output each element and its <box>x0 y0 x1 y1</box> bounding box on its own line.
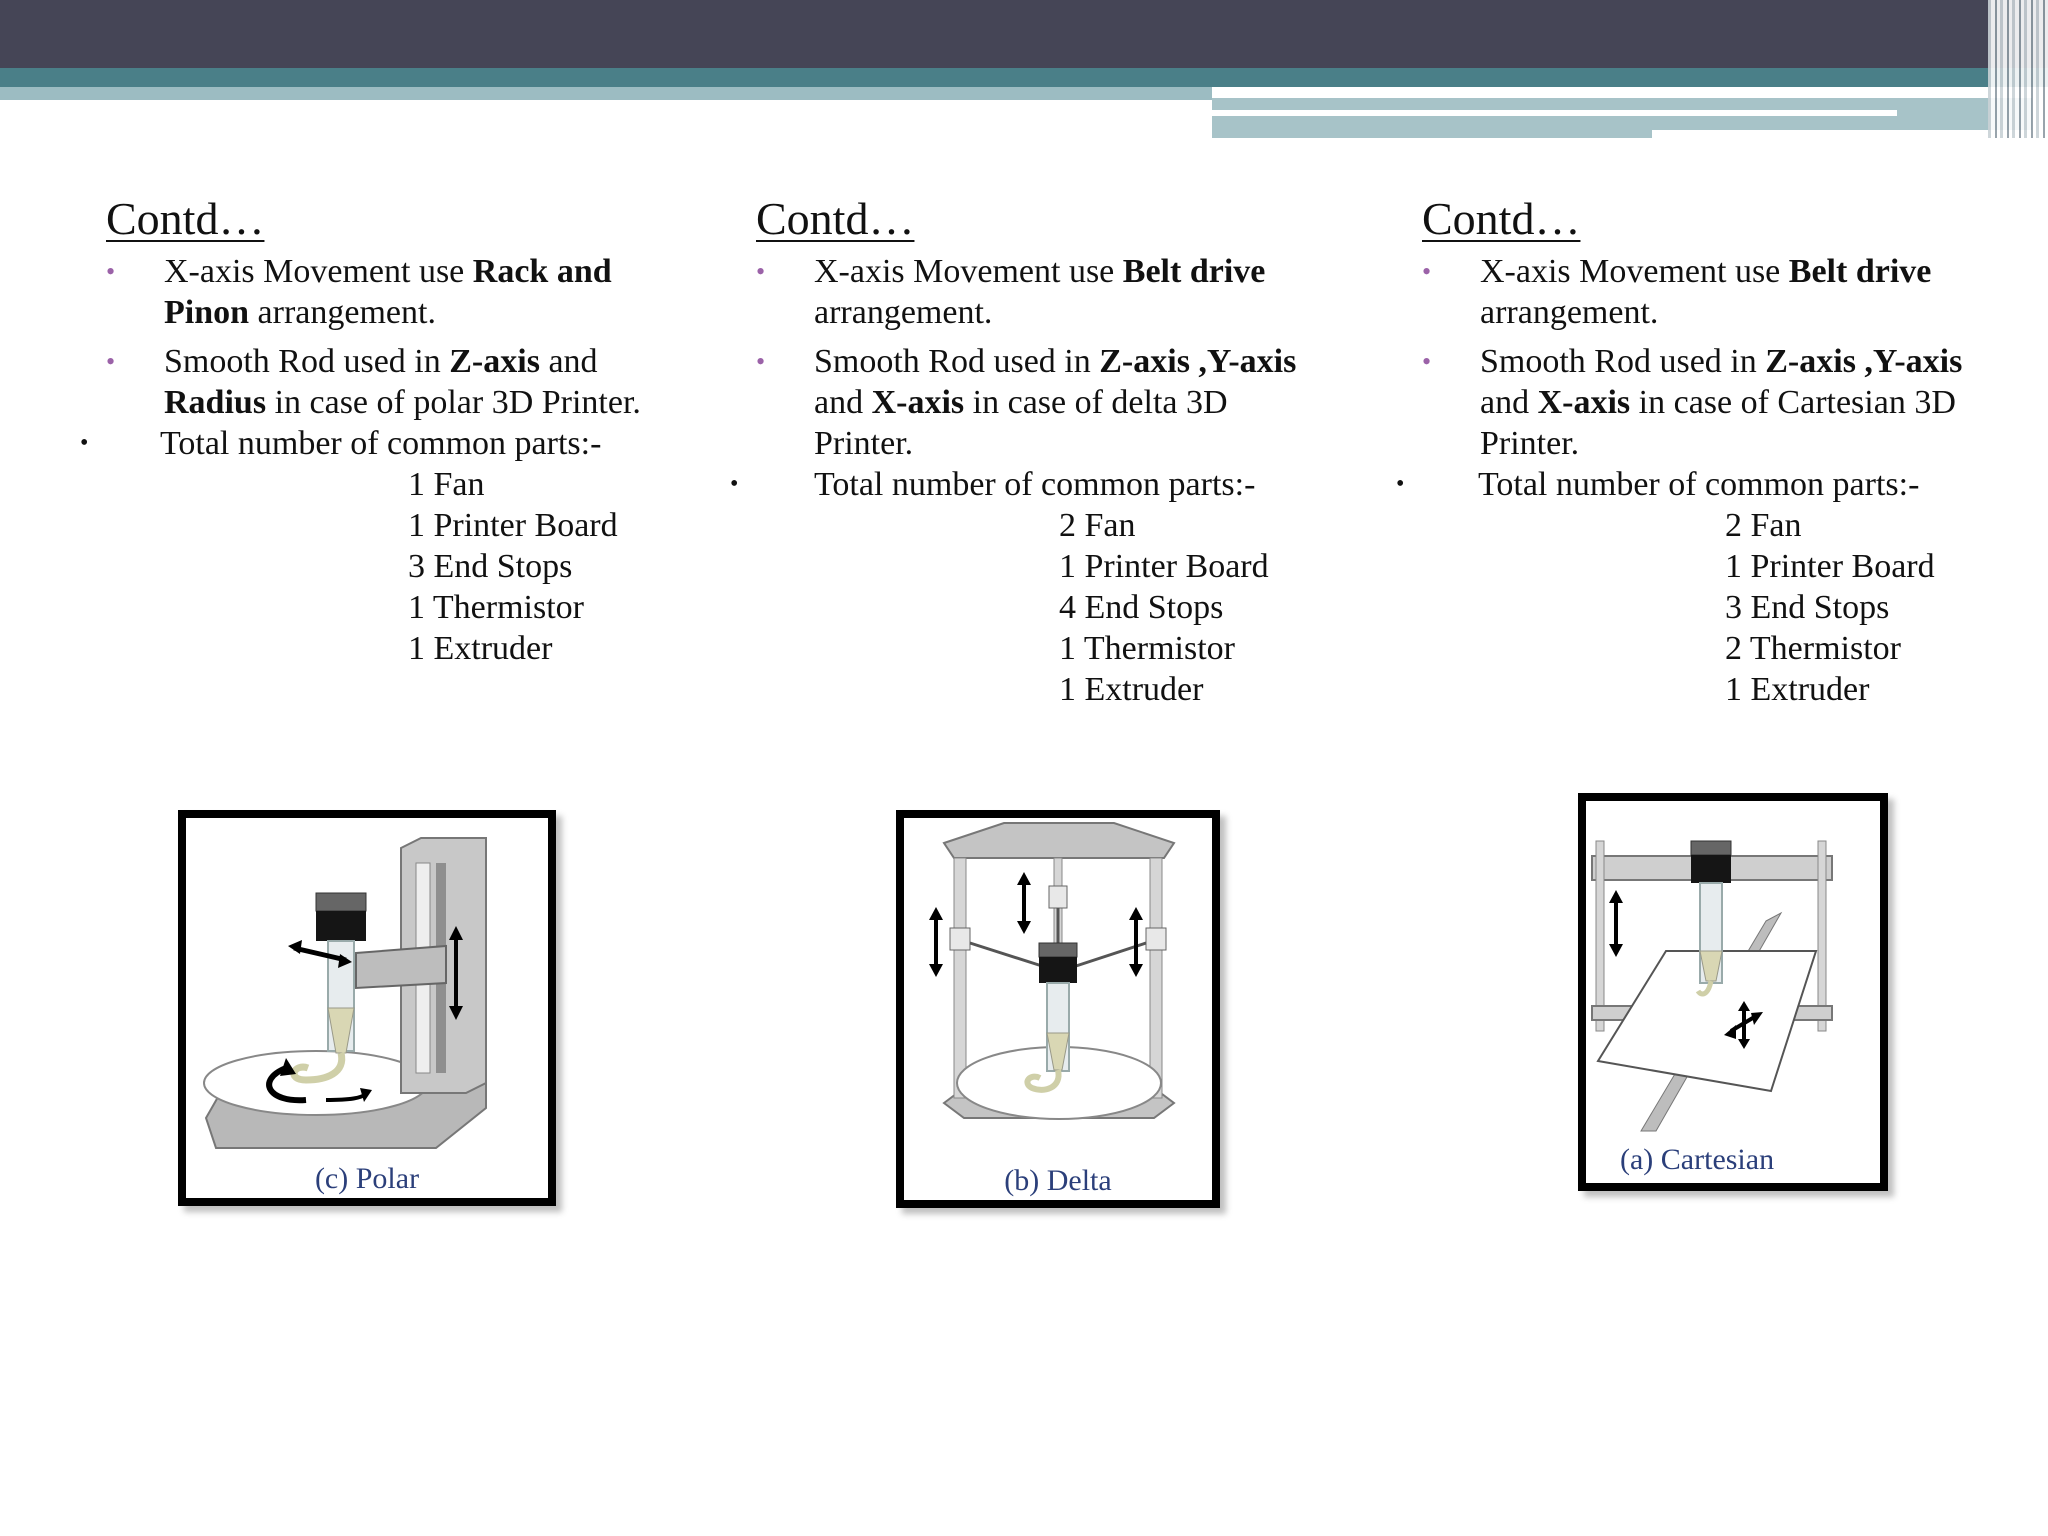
cartesian-printer-illustration <box>1586 801 1880 1183</box>
list-item: 1 Fan <box>408 465 485 503</box>
bullet-x-axis: • X-axis Movement use Belt drive arrangement. <box>1422 252 1932 331</box>
polar-printer-illustration <box>186 818 548 1198</box>
bullet-smooth-rod: • Smooth Rod used in Z-axis ,Y-axis and X-axis in case of delta 3D Printer. <box>756 342 1297 462</box>
list-item: 1 Extruder <box>1059 670 1204 708</box>
column-delta <box>730 193 1336 710</box>
parts-list <box>1422 505 2022 710</box>
figure-caption: (c) Polar <box>314 1162 420 1195</box>
list-item: 2 Fan <box>1059 506 1136 544</box>
header-notch <box>1652 130 2032 140</box>
header-stripes <box>1988 0 2048 138</box>
list-item: 1 Printer Board <box>1725 547 1935 585</box>
list-item: 1 Extruder <box>408 629 553 667</box>
parts-list <box>756 505 1336 710</box>
bullet-x-axis: • X-axis Movement use Rack and Pinon arrangement. <box>106 252 612 331</box>
list-item: 2 Fan <box>1725 506 1802 544</box>
list-item: 1 Thermistor <box>408 588 584 626</box>
column-title: Contd… <box>756 193 915 244</box>
parts-list <box>106 464 686 669</box>
figure-cartesian-printer <box>1578 793 1888 1191</box>
list-item: 2 Thermistor <box>1725 629 1901 667</box>
list-item: 1 Printer Board <box>408 506 618 544</box>
list-item: 3 End Stops <box>1725 588 1890 626</box>
total-parts-label: • Total number of common parts:- <box>1396 465 1920 503</box>
list-item: 4 End Stops <box>1059 588 1224 626</box>
figure-delta-printer <box>896 810 1220 1208</box>
header-band-dark <box>0 0 2048 68</box>
column-polar <box>80 193 686 669</box>
figure-caption: (a) Cartesian <box>1620 1143 1775 1176</box>
bullet-smooth-rod: • Smooth Rod used in Z-axis ,Y-axis and X-axis in case of Cartesian 3D Printer. <box>1422 342 1963 462</box>
delta-printer-illustration <box>904 818 1212 1200</box>
bullet-x-axis: • X-axis Movement use Belt drive arrangement. <box>756 252 1266 331</box>
column-title: Contd… <box>106 193 265 244</box>
list-item: 1 Printer Board <box>1059 547 1269 585</box>
list-item: 3 End Stops <box>408 547 573 585</box>
total-parts-label: • Total number of common parts:- <box>80 424 602 462</box>
total-parts-label: • Total number of common parts:- <box>730 465 1256 503</box>
header-white-line <box>1212 110 1897 116</box>
figure-caption: (b) Delta <box>1004 1164 1112 1197</box>
header-band-light <box>0 87 1212 100</box>
bullet-smooth-rod: • Smooth Rod used in Z-axis and Radius in case of polar 3D Printer. <box>106 342 641 421</box>
header-band-teal <box>0 68 2048 87</box>
list-item: 1 Thermistor <box>1059 629 1235 667</box>
column-title: Contd… <box>1422 193 1581 244</box>
column-cartesian <box>1396 193 2022 710</box>
figure-polar-printer <box>178 810 556 1206</box>
list-item: 1 Extruder <box>1725 670 1870 708</box>
